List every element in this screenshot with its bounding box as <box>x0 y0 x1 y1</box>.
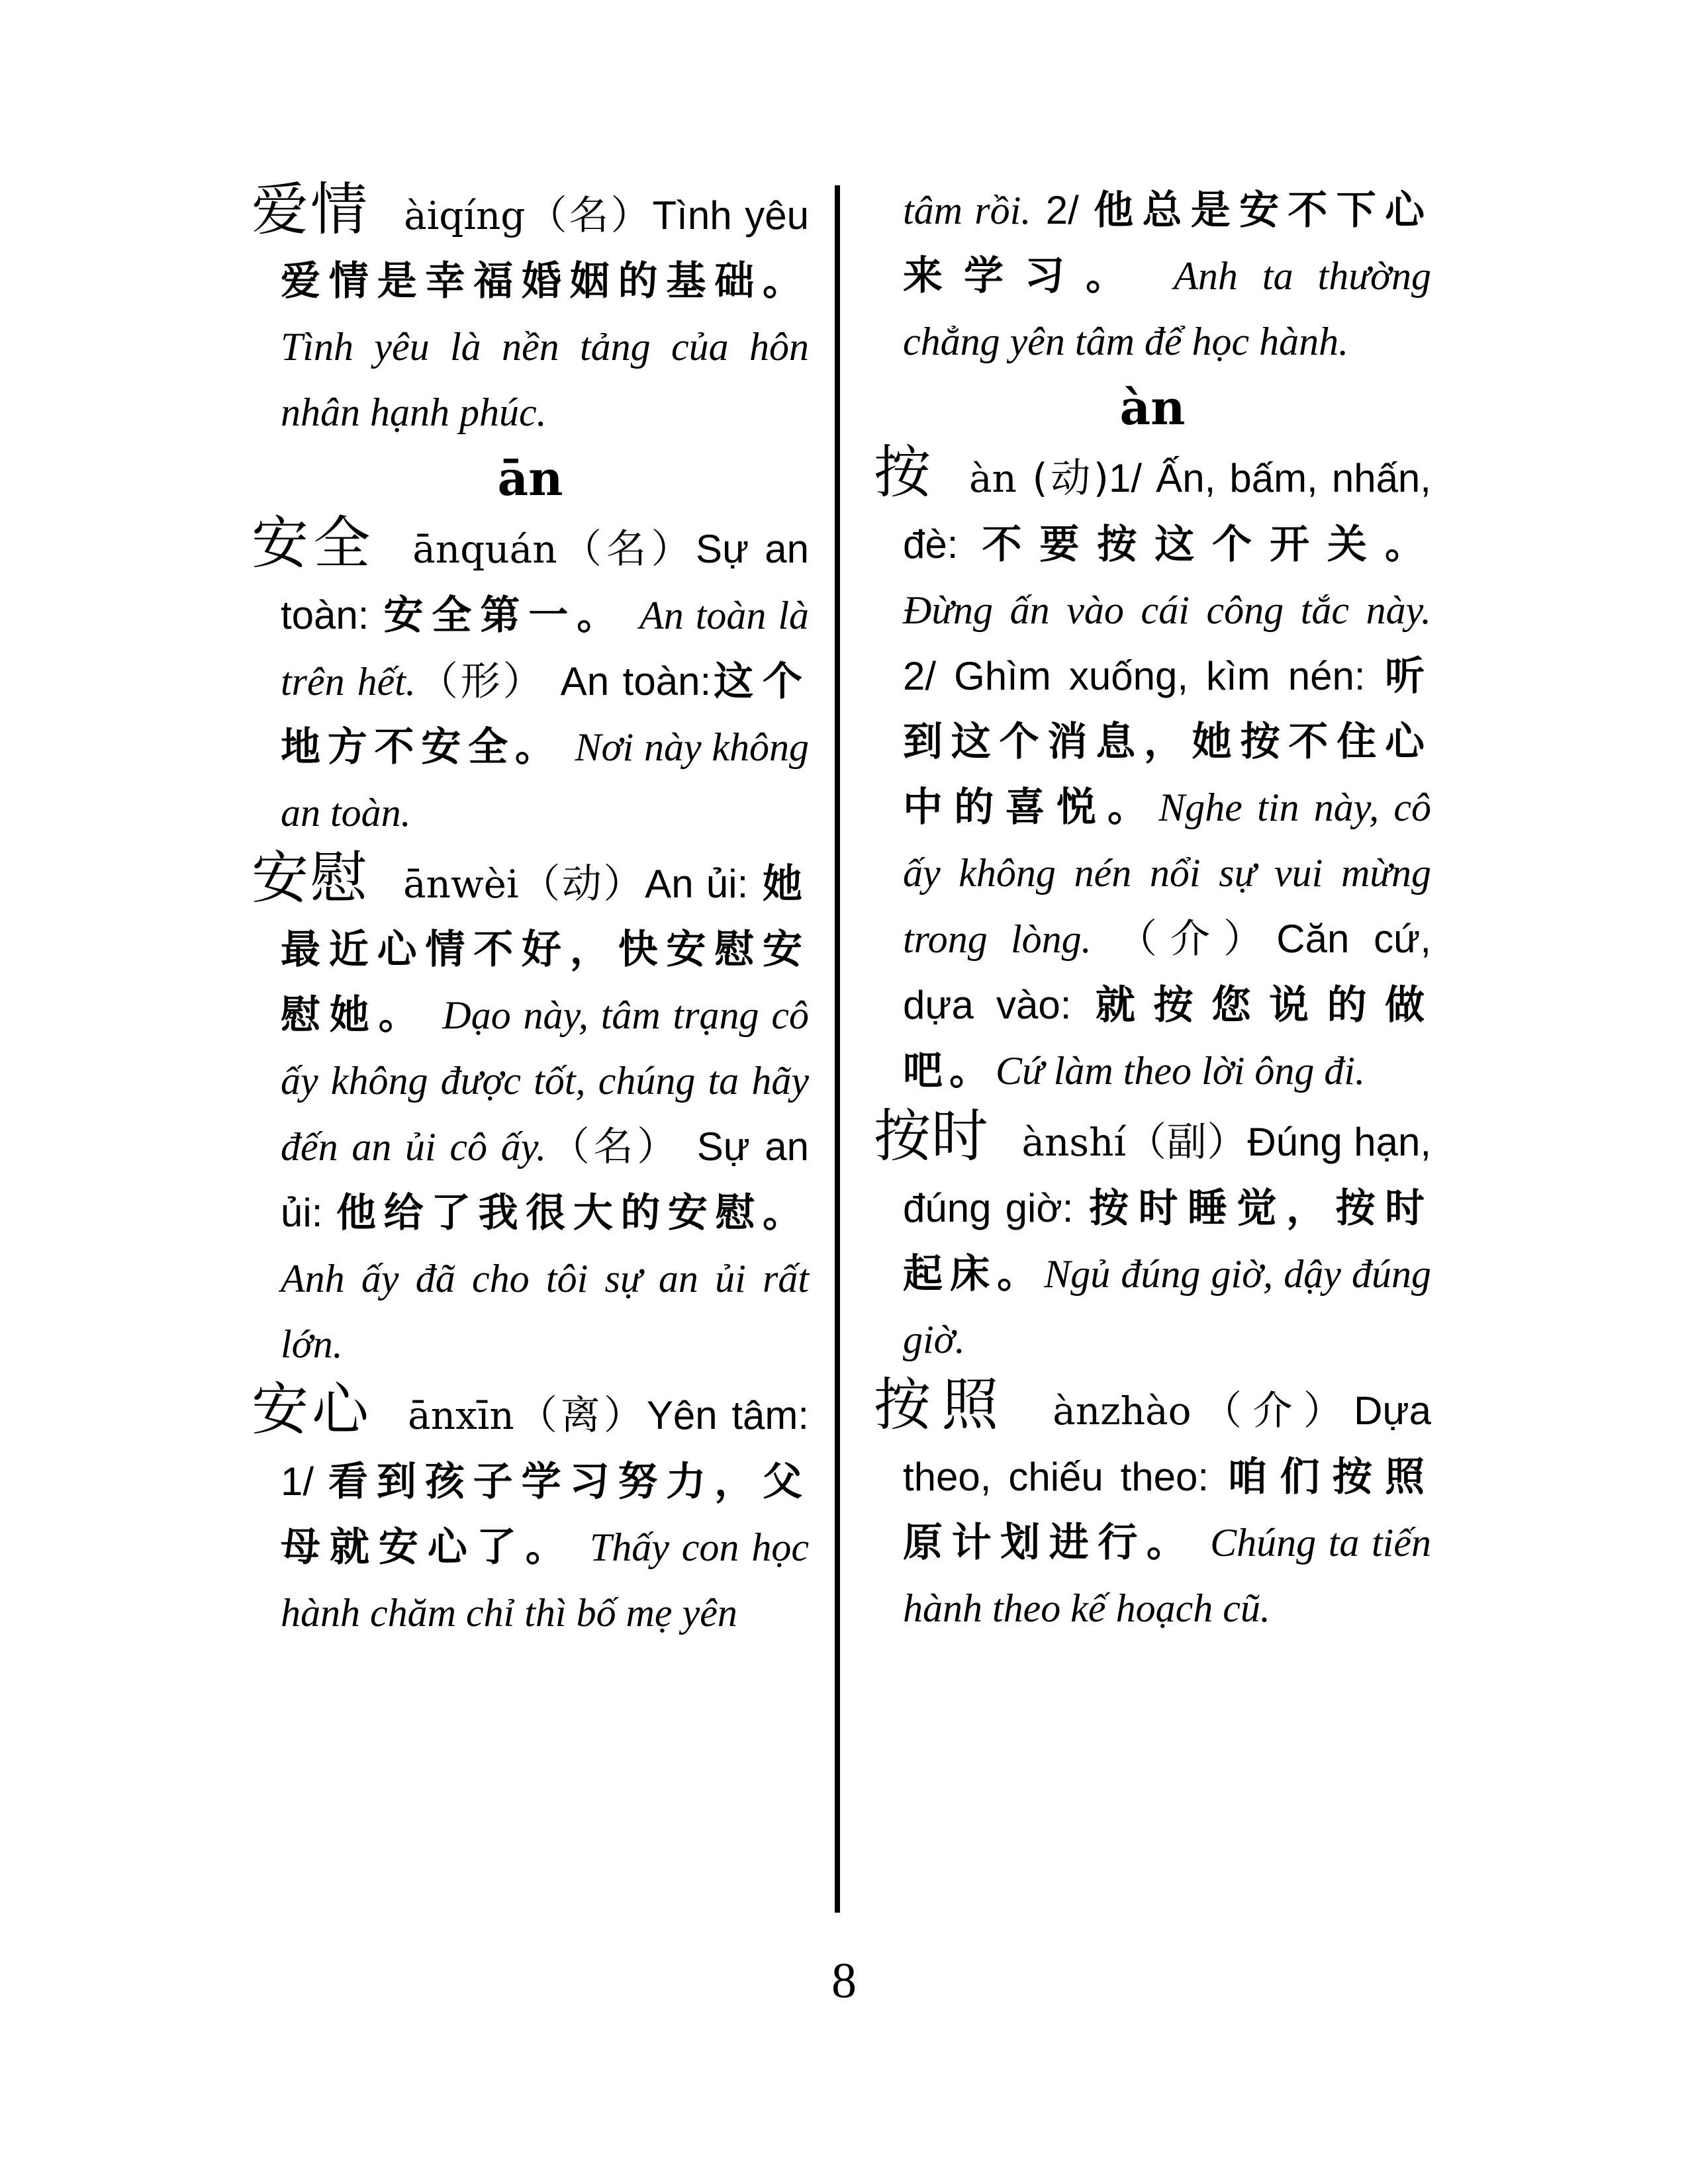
entry-anshi <box>874 1104 1431 1373</box>
example-chinese: 咱们按照原计划进行。 <box>903 1454 1431 1566</box>
headword: 安全 <box>252 510 375 576</box>
headword: 按时 <box>874 1103 989 1169</box>
example-vietnamese: Tình yêu là nền tảng của hôn nhân hạnh phúc. <box>281 325 809 434</box>
example-chinese: 就按您说的做吧。 <box>903 982 1432 1094</box>
pinyin: ānwèi <box>403 862 519 907</box>
part-of-speech: （名） <box>525 193 653 239</box>
headword: 爱情 <box>252 177 370 243</box>
example-vietnamese: Nơi này không an toàn. <box>281 725 809 835</box>
meaning: An ủi: <box>645 862 749 906</box>
meaning: Đúng hạn, đúng giờ: <box>903 1120 1431 1230</box>
meaning: Sự an toàn: <box>281 527 810 637</box>
entry-aiqing <box>252 177 809 445</box>
pinyin: ānxīn <box>408 1393 514 1438</box>
meaning: 2/ Ghìm xuống, kìm nén: <box>903 654 1366 698</box>
entry-anwei <box>252 846 809 1377</box>
pinyin: àn <box>968 456 1017 501</box>
meaning: Tình yêu <box>652 193 810 238</box>
entry-anxin <box>252 1377 809 1646</box>
pinyin: ànshí <box>1021 1120 1127 1165</box>
part-of-speech: （介） <box>1117 916 1277 962</box>
headword: 安慰 <box>252 845 369 911</box>
example-chinese: 她最近心情不好，快安慰安慰她。 <box>281 861 809 1038</box>
example-vietnamese: Anh ấy đã cho tôi sự an ủi rất lớn. <box>281 1257 809 1366</box>
entry-anzhao <box>874 1373 1431 1641</box>
headword: 安心 <box>252 1377 373 1443</box>
example-chinese: 他总是安不下心来学习。 <box>903 187 1431 299</box>
part-of-speech: （动） <box>518 861 645 907</box>
meaning: 1/ Ấn, bấm, nhấn, đè: <box>903 456 1431 567</box>
headword: 按照 <box>874 1372 1009 1438</box>
example-chinese: 这个地方不安全。 <box>281 659 810 770</box>
example-chinese: 不要按这个开关。 <box>982 522 1431 568</box>
entry-an <box>874 440 1431 1104</box>
headword: 按 <box>874 439 934 506</box>
page-number: 8 <box>831 1953 857 2009</box>
meaning: Sự an ủi: <box>281 1124 809 1235</box>
section-heading-an1: ān <box>497 450 563 506</box>
part-of-speech: （介） <box>1191 1388 1354 1434</box>
meaning: An toàn: <box>560 659 712 704</box>
meaning: Căn cứ, dựa vào: <box>903 917 1431 1027</box>
example-vietnamese: Cứ làm theo lời ông đi. <box>996 1049 1366 1093</box>
example-vietnamese: An toàn là trên hết. <box>281 594 810 704</box>
meaning: Dựa theo, chiếu theo: <box>903 1388 1432 1499</box>
entry-anquan <box>252 511 809 846</box>
example-vietnamese: Đừng ấn vào cái công tắc này. <box>903 588 1431 632</box>
example-vietnamese: Anh ta thường chẳng yên tâm để học hành. <box>903 254 1432 363</box>
example-chinese: 看到孩子学习努力，父母就安心了。 <box>281 1459 810 1570</box>
example-vietnamese: tâm rồi. <box>903 189 1031 232</box>
part-of-speech: （副） <box>1126 1119 1248 1165</box>
right-column <box>874 177 1431 1641</box>
part-of-speech: （离） <box>514 1392 647 1439</box>
example-chinese: 按时睡觉，按时起床。 <box>903 1185 1431 1297</box>
part-of-speech: （名） <box>546 1124 680 1170</box>
meaning: Yên tâm: 1/ <box>281 1393 810 1504</box>
entry-anxin-continued <box>874 177 1431 375</box>
example-vietnamese: Dạo này, tâm trạng cô ấy không được tốt, chúng ta hãy đến an ủi cô ấy. <box>281 993 809 1169</box>
example-chinese: 他给了我很大的安慰。 <box>336 1190 810 1236</box>
sense-number: 2/ <box>1045 188 1079 232</box>
left-column <box>252 177 809 1646</box>
pinyin: ānquán <box>412 527 557 572</box>
pinyin: ànzhào <box>1053 1388 1192 1433</box>
example-vietnamese: Chúng ta tiến hành theo kế hoạch cũ. <box>903 1521 1431 1630</box>
section-heading-an4: àn <box>1119 379 1186 435</box>
example-chinese: 爱情是幸福婚姻的基础。 <box>281 258 809 304</box>
example-vietnamese: Ngủ đúng giờ, dậy đúng giờ. <box>903 1252 1431 1361</box>
part-of-speech: (动) <box>1032 455 1109 502</box>
example-chinese: 听到这个消息，她按不住心中的喜悦。 <box>903 653 1432 831</box>
example-vietnamese: Thấy con học hành chăm chỉ thì bố mẹ yên <box>281 1525 810 1635</box>
example-chinese: 安全第一。 <box>383 592 626 639</box>
part-of-speech: （名） <box>557 526 696 572</box>
column-divider <box>835 185 840 1913</box>
pinyin: àiqíng <box>404 193 526 238</box>
part-of-speech: （形） <box>415 659 545 705</box>
example-vietnamese: Nghe tin này, cô ấy không nén nổi sự vui mừng trong lòng. <box>903 786 1431 961</box>
